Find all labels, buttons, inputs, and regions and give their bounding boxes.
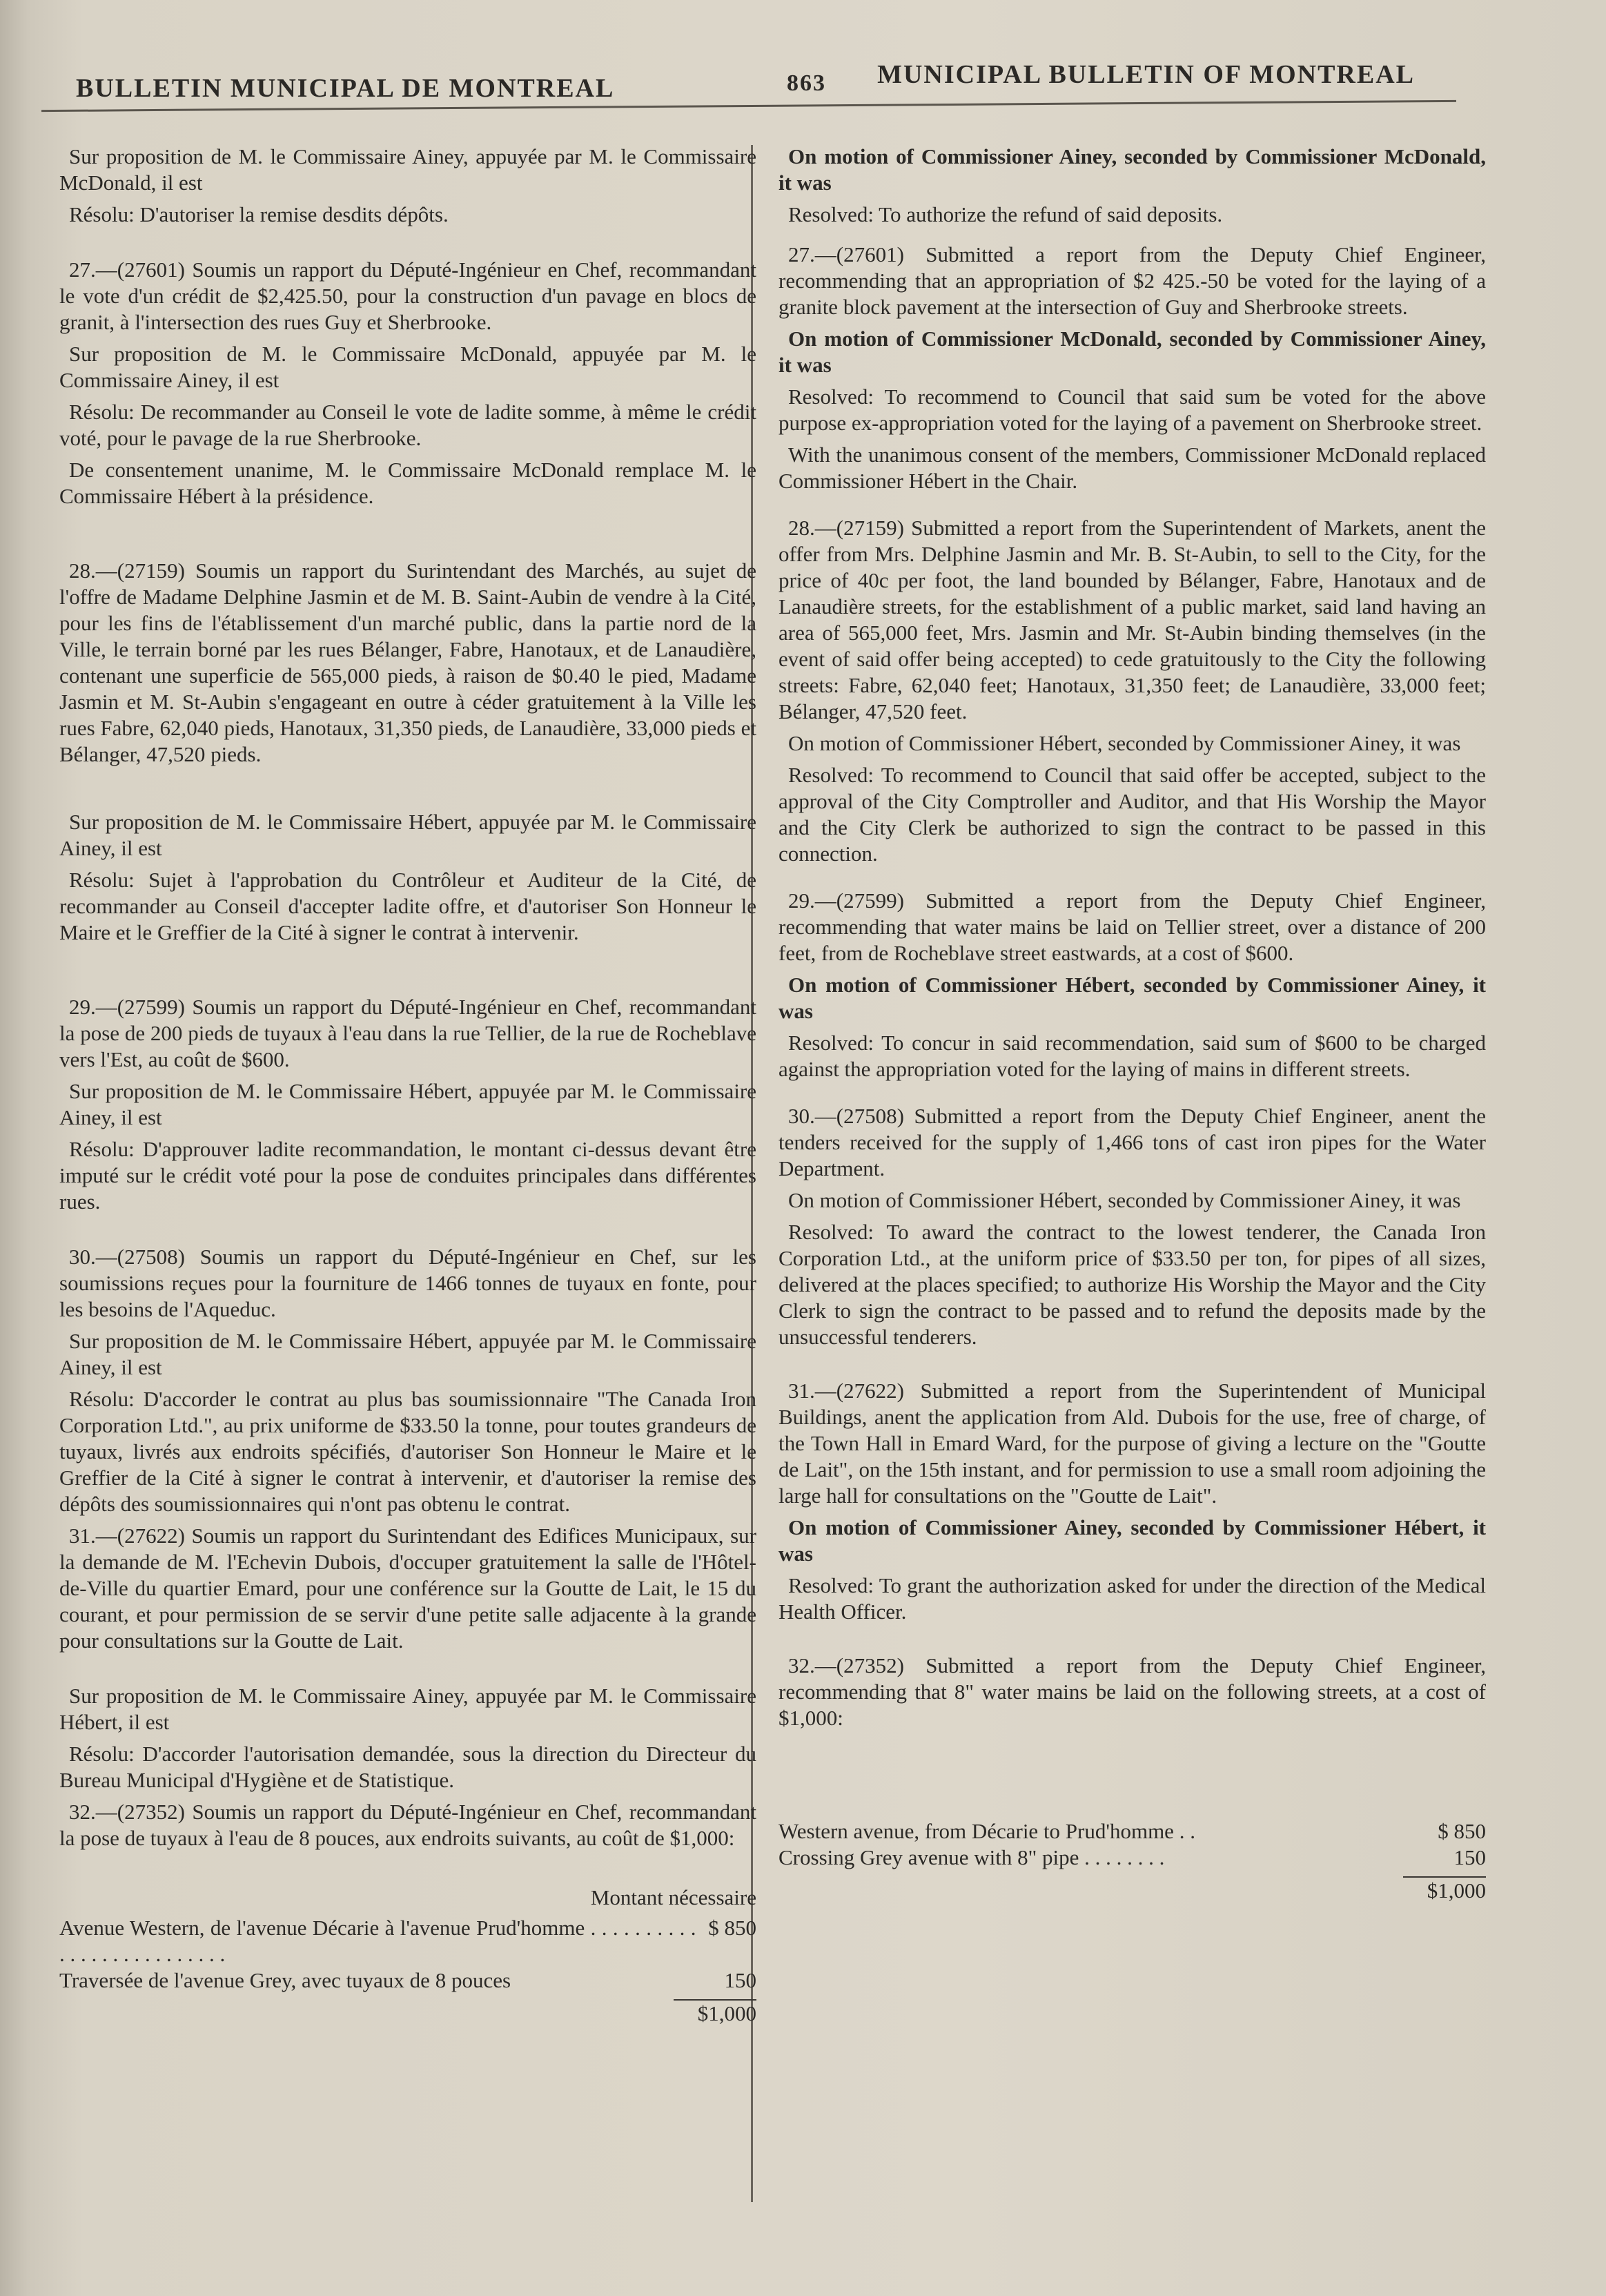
french-column (59, 144, 756, 2027)
fr-amount-row (59, 1915, 756, 1967)
page-number: 863 (787, 70, 826, 96)
en-motion: On motion of Commissioner McDonald, seconded by Commissioner Ainey, it was (778, 327, 1486, 377)
en-row-value: $ 850 (1438, 1819, 1486, 1843)
en-item-31: 31.—(27622) Submitted a report from the Superintendent of Municipal Buildings, anent the application from Ald. Dubois for the use, free of charge, of the Town Hall in Emard Ward, for the purpose of giving a lecture on the "Goutte de Lait", on the 15th instant, and for permission to use a small room adjoining the large hall for consultations on the "Goutte de Lait". (778, 1379, 1486, 1508)
fr-paragraph: Résolu: D'accorder l'autorisation demandée, sous la direction du Directeur du Bureau Municipal d'Hygiène et de Statistique. (59, 1742, 756, 1792)
fr-item-32: 32.—(27352) Soumis un rapport du Député-Ingénieur en Chef, recommandant la pose de tuyaux à l'eau de 8 pouces, aux endroits suivants, au coût de $1,000: (59, 1800, 756, 1850)
amount-header: Montant nécessaire (590, 1885, 756, 1909)
en-amount-row (778, 1845, 1486, 1871)
fr-paragraph: Sur proposition de M. le Commissaire Hébert, appuyée par M. le Commissaire Ainey, il est (59, 1329, 756, 1379)
english-column (778, 144, 1486, 1904)
fr-paragraph: De consentement unanime, M. le Commissaire McDonald remplace M. le Commissaire Hébert à la présidence. (59, 458, 756, 508)
fr-paragraph: Résolu: D'autoriser la remise desdits dépôts. (69, 202, 449, 226)
en-paragraph: With the unanimous consent of the members, Commissioner McDonald replaced Commissioner Hébert in the Chair. (778, 442, 1486, 493)
fr-paragraph: Sur proposition de M. le Commissaire Ainey, appuyée par M. le Commissaire McDonald, il est (59, 144, 756, 195)
header-title-en: MUNICIPAL BULLETIN OF MONTREAL (877, 60, 1415, 89)
en-item-30: 30.—(27508) Submitted a report from the Deputy Chief Engineer, anent the tenders received for the supply of 1,466 tons of cast iron pipes for the Water Department. (778, 1104, 1486, 1180)
fr-item-28: 28.—(27159) Soumis un rapport du Surintendant des Marchés, au sujet de l'offre de Madame Delphine Jasmin et de M. B. Saint-Aubin de vendre à la Cité, pour les fins de l'établissement d'un marché public, dans la partie nord de la Ville, le terrain borné par les rues Bélanger, Fabre, Hanotaux, et de Lanaudière, contenant une superficie de 565,000 pieds, à raison de $0.40 le pied, Madame Jasmin et M. St-Aubin s'engageant en outre à céder gratuitement à la Ville les rues Fabre, 62,040 pieds, Hanotaux, 31,350 pieds, de Lanaudière, 33,000 pieds et Bélanger, 47,520 pieds. (59, 558, 756, 766)
en-total: $1,000 (1427, 1878, 1486, 1903)
page-header (69, 59, 1505, 101)
en-item-32: 32.—(27352) Submitted a report from the Deputy Chief Engineer, recommending that 8" water mains be laid on the following streets, at a cost of $1,000: (778, 1653, 1486, 1730)
en-paragraph: Resolved: To recommend to Council that said sum be voted for the above purpose ex-appropriation voted for the laying of a pavement on Sherbrooke street. (778, 385, 1486, 435)
en-paragraph: On motion of Commissioner Hébert, seconded by Commissioner Ainey, it was (788, 1188, 1461, 1212)
fr-amount-row (59, 1967, 756, 1994)
en-row-label: Western avenue, from Décarie to Prud'homme . . (778, 1819, 1195, 1843)
fr-paragraph: Sur proposition de M. le Commissaire McDonald, appuyée par M. le Commissaire Ainey, il est (59, 342, 756, 392)
fr-row-value: $ 850 (708, 1916, 756, 1940)
fr-item-30: 30.—(27508) Soumis un rapport du Député-Ingénieur en Chef, sur les soumissions reçues pour la fourniture de 1466 tonnes de tuyaux en fonte, pour les besoins de l'Aqueduc. (59, 1245, 756, 1321)
en-motion: On motion of Commissioner Ainey, seconded by Commissioner Hébert, it was (778, 1515, 1486, 1566)
en-motion: On motion of Commissioner Hébert, seconded by Commissioner Ainey, it was (778, 973, 1486, 1023)
en-paragraph: Resolved: To recommend to Council that said offer be accepted, subject to the approval of the City Comptroller and Auditor, and that His Worship the Mayor and the City Clerk be authorized to sign the contract to be passed in this connection. (778, 763, 1486, 866)
en-amount-row (778, 1818, 1486, 1845)
en-motion: On motion of Commissioner Ainey, seconded by Commissioner McDonald, it was (778, 144, 1486, 195)
fr-item-29: 29.—(27599) Soumis un rapport du Député-Ingénieur en Chef, recommandant la pose de 200 pieds de tuyaux à l'eau dans la rue Tellier, de la rue de Rocheblave vers l'Est, au coût de $600. (59, 995, 756, 1071)
en-item-27: 27.—(27601) Submitted a report from the Deputy Chief Engineer, recommending that an appropriation of $2 425.-50 be voted for the laying of a granite block pavement at the intersection of Guy and Sherbrooke streets. (778, 242, 1486, 319)
en-row-value: 150 (1453, 1845, 1486, 1869)
fr-row-value: 150 (724, 1968, 756, 1992)
fr-paragraph: Résolu: De recommander au Conseil le vote de ladite somme, à même le crédit voté, pour le pavage de la rue Sherbrooke. (59, 400, 756, 450)
fr-paragraph: Résolu: D'approuver ladite recommandation, le montant ci-dessus devant être imputé sur le crédit voté pour la pose de conduites principales dans différentes rues. (59, 1137, 756, 1214)
en-paragraph: On motion of Commissioner Hébert, seconded by Commissioner Ainey, it was (788, 731, 1461, 755)
fr-paragraph: Sur proposition de M. le Commissaire Hébert, appuyée par M. le Commissaire Ainey, il est (59, 810, 756, 860)
fr-paragraph: Résolu: Sujet à l'approbation du Contrôleur et Auditeur de la Cité, de recommander au Conseil d'accepter ladite offre, et d'autoriser Son Honneur le Maire et le Greffier de la Cité à signer le contrat à intervenir. (59, 868, 756, 944)
header-title-fr: BULLETIN MUNICIPAL DE MONTREAL (76, 74, 615, 103)
spacer (778, 1737, 1486, 1818)
en-paragraph: Resolved: To authorize the refund of said deposits. (788, 202, 1223, 226)
fr-item-31: 31.—(27622) Soumis un rapport du Surintendant des Edifices Municipaux, sur la demande de M. l'Echevin Dubois, d'occuper gratuitement la salle de l'Hôtel-de-Ville du quartier Emard, pour une conférence sur la Goutte de Lait, le 15 du courant, et pour permission de se servir d'une petite salle adjacente à la grande pour consultations sur la Goutte de Lait. (59, 1524, 756, 1653)
en-item-29: 29.—(27599) Submitted a report from the Deputy Chief Engineer, recommending that water mains be laid on Tellier street, over a distance of 200 feet, from de Rocheblave street eastwards, at a cost of $600. (778, 888, 1486, 965)
en-paragraph: Resolved: To concur in said recommendation, said sum of $600 to be charged against the appropriation voted for the laying of mains in different streets. (778, 1031, 1486, 1081)
fr-paragraph: Sur proposition de M. le Commissaire Hébert, appuyée par M. le Commissaire Ainey, il est (59, 1079, 756, 1129)
fr-row-label: Avenue Western, de l'avenue Décarie à l'avenue Prud'homme . . . . . . . . . . . . . . . . . . . . . . . . . . (59, 1916, 696, 1966)
fr-paragraph: Résolu: D'accorder le contrat au plus bas soumissionnaire "The Canada Iron Corporation Ltd.", au prix uniforme de $33.50 la tonne, pour toutes grandeurs de tuyaux, livrés aux endroits spécifiés, d'autoriser Son Honneur le Maire et le Greffier de la Cité à signer le contrat à intervenir, et d'autoriser la remise des dépôts des soumissionnaires qui n'ont pas obtenu le contrat. (59, 1387, 756, 1516)
fr-row-label: Traversée de l'avenue Grey, avec tuyaux de 8 pouces (59, 1968, 511, 1992)
en-paragraph: Resolved: To award the contract to the lowest tenderer, the Canada Iron Corporation Ltd., at the uniform price of $33.50 per ton, for pipes of all sizes, delivered at the places specified; to authorize His Worship the Mayor and the City Clerk to sign the contract to be passed and to refund the deposits made by the unsuccessful tenderers. (778, 1220, 1486, 1349)
fr-item-27: 27.—(27601) Soumis un rapport du Député-Ingénieur en Chef, recommandant le vote d'un crédit de $2,425.50, pour la construction d'un pavage en blocs de granit, à l'intersection des rues Guy et Sherbrooke. (59, 257, 756, 334)
en-paragraph: Resolved: To grant the authorization asked for under the direction of the Medical Health Officer. (778, 1573, 1486, 1624)
fr-paragraph: Sur proposition de M. le Commissaire Ainey, appuyée par M. le Commissaire Hébert, il est (59, 1684, 756, 1734)
fr-total: $1,000 (697, 2001, 756, 2025)
en-item-28: 28.—(27159) Submitted a report from the Superintendent of Markets, anent the offer from Mrs. Delphine Jasmin and Mr. B. St-Aubin, to sell to the City, for the price of 40c per foot, the land bounded by Bélanger, Fabre, Hanotaux and de Lanaudière streets, for the establishment of a public market, said land having an area of 565,000 feet, Mrs. Jasmin and Mr. St-Aubin binding themselves (in the event of said offer being accepted) to cede gratuitously to the City the following streets: Fabre, 62,040 feet; Hanotaux, 31,350 feet; de Lanaudière, 33,000 feet; Bélanger, 47,520 feet. (778, 516, 1486, 723)
en-row-label: Crossing Grey avenue with 8" pipe . . . . . . . . (778, 1845, 1165, 1869)
